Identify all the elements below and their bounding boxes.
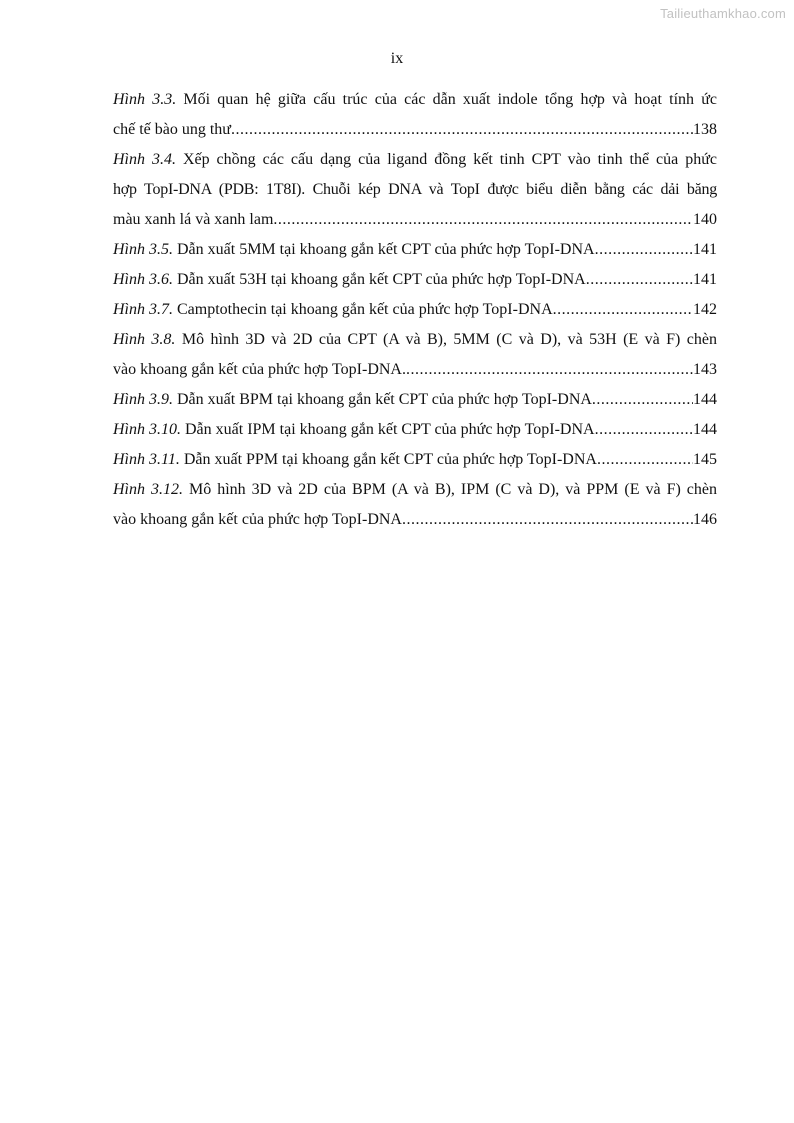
- entry-text: Dẫn xuất PPM tại khoang gắn kết CPT của phức hợp TopI-DNA: [183, 451, 597, 468]
- entry-line: [113, 235, 717, 265]
- entry-line: [113, 175, 717, 205]
- entry-line: [113, 415, 717, 445]
- list-of-figures: [113, 85, 717, 535]
- page-number: ix: [390, 50, 404, 67]
- dot-leader: [597, 445, 693, 475]
- entry-text: Dẫn xuất 53H tại khoang gắn kết CPT của phức hợp TopI-DNA: [177, 271, 586, 288]
- figure-entry-3-10[interactable]: [113, 415, 717, 445]
- entry-line: [113, 475, 717, 505]
- watermark: Tailieuthamkhao.com: [660, 6, 786, 21]
- figure-entry-3-12[interactable]: [113, 475, 717, 535]
- entry-line: [113, 355, 717, 385]
- dot-leader: [595, 235, 693, 265]
- dot-leader: [402, 505, 693, 535]
- entry-line: [113, 385, 717, 415]
- figure-entry-3-4[interactable]: [113, 145, 717, 235]
- entry-text: chế tế bào ung thư: [113, 121, 231, 138]
- figure-label: Hình 3.5.: [113, 241, 173, 258]
- entry-line: [113, 445, 717, 475]
- figure-label: Hình 3.3.: [113, 91, 177, 108]
- entry-line: [113, 265, 717, 295]
- entry-text: vào khoang gắn kết của phức hợp TopI-DNA: [113, 511, 402, 528]
- figure-label: Hình 3.4.: [113, 151, 176, 168]
- figure-label: Hình 3.8.: [113, 331, 176, 348]
- entry-line: [113, 85, 717, 115]
- figure-label: Hình 3.12.: [113, 481, 183, 498]
- entry-text: hợp TopI-DNA (PDB: 1T8I). Chuỗi kép DNA và TopI được biểu diễn bằng các dải băng: [113, 181, 717, 198]
- entry-text: Xếp chồng các cấu dạng của ligand đồng kết tinh CPT vào tinh thể của phức: [182, 151, 717, 168]
- figure-label: Hình 3.10.: [113, 421, 181, 438]
- dot-leader: [586, 265, 693, 295]
- figure-entry-3-6[interactable]: [113, 265, 717, 295]
- figure-label: Hình 3.7.: [113, 301, 173, 318]
- figure-entry-3-11[interactable]: [113, 445, 717, 475]
- figure-entry-3-5[interactable]: [113, 235, 717, 265]
- page-reference: 143: [693, 361, 717, 378]
- entry-text: vào khoang gắn kết của phức hợp TopI-DNA.: [113, 361, 406, 378]
- page-reference: 145: [693, 451, 717, 468]
- page-reference: 146: [693, 511, 717, 528]
- entry-line: [113, 505, 717, 535]
- figure-label: Hình 3.6.: [113, 271, 173, 288]
- dot-leader: [273, 205, 693, 235]
- entry-text: Mô hình 3D và 2D của BPM (A và B), IPM (C và D), và PPM (E và F) chèn: [189, 481, 718, 498]
- entry-line: [113, 205, 717, 235]
- figure-label: Hình 3.11.: [113, 451, 180, 468]
- dot-leader: [406, 355, 693, 385]
- dot-leader: [595, 415, 693, 445]
- entry-text: Dẫn xuất BPM tại khoang gắn kết CPT của phức hợp TopI-DNA: [177, 391, 592, 408]
- page-reference: 141: [693, 241, 717, 258]
- figure-entry-3-8[interactable]: [113, 325, 717, 385]
- page-reference: 144: [693, 421, 717, 438]
- figure-entry-3-7[interactable]: [113, 295, 717, 325]
- figure-label: Hình 3.9.: [113, 391, 173, 408]
- dot-leader: [592, 385, 693, 415]
- page-reference: 141: [693, 271, 717, 288]
- entry-text: màu xanh lá và xanh lam: [113, 211, 274, 228]
- page-reference: 140: [693, 211, 717, 228]
- entry-text: Mô hình 3D và 2D của CPT (A và B), 5MM (C và D), và 53H (E và F) chèn: [181, 331, 718, 348]
- entry-line: [113, 115, 717, 145]
- entry-line: [113, 325, 717, 355]
- dot-leader: [553, 295, 693, 325]
- page-reference: 142: [693, 301, 717, 318]
- entry-text: Camptothecin tại khoang gắn kết của phức hợp TopI-DNA: [177, 301, 553, 318]
- entry-line: [113, 295, 717, 325]
- entry-line: [113, 145, 717, 175]
- entry-text: Dẫn xuất 5MM tại khoang gắn kết CPT của phức hợp TopI-DNA: [177, 241, 595, 258]
- page-reference: 144: [693, 391, 717, 408]
- figure-entry-3-3[interactable]: [113, 85, 717, 145]
- figure-entry-3-9[interactable]: [113, 385, 717, 415]
- page-reference: 138: [693, 121, 717, 138]
- entry-text: Dẫn xuất IPM tại khoang gắn kết CPT của phức hợp TopI-DNA: [185, 421, 595, 438]
- dot-leader: [231, 115, 693, 145]
- entry-text: Mối quan hệ giữa cấu trúc của các dẫn xuất indole tổng hợp và hoạt tính ức: [183, 91, 718, 108]
